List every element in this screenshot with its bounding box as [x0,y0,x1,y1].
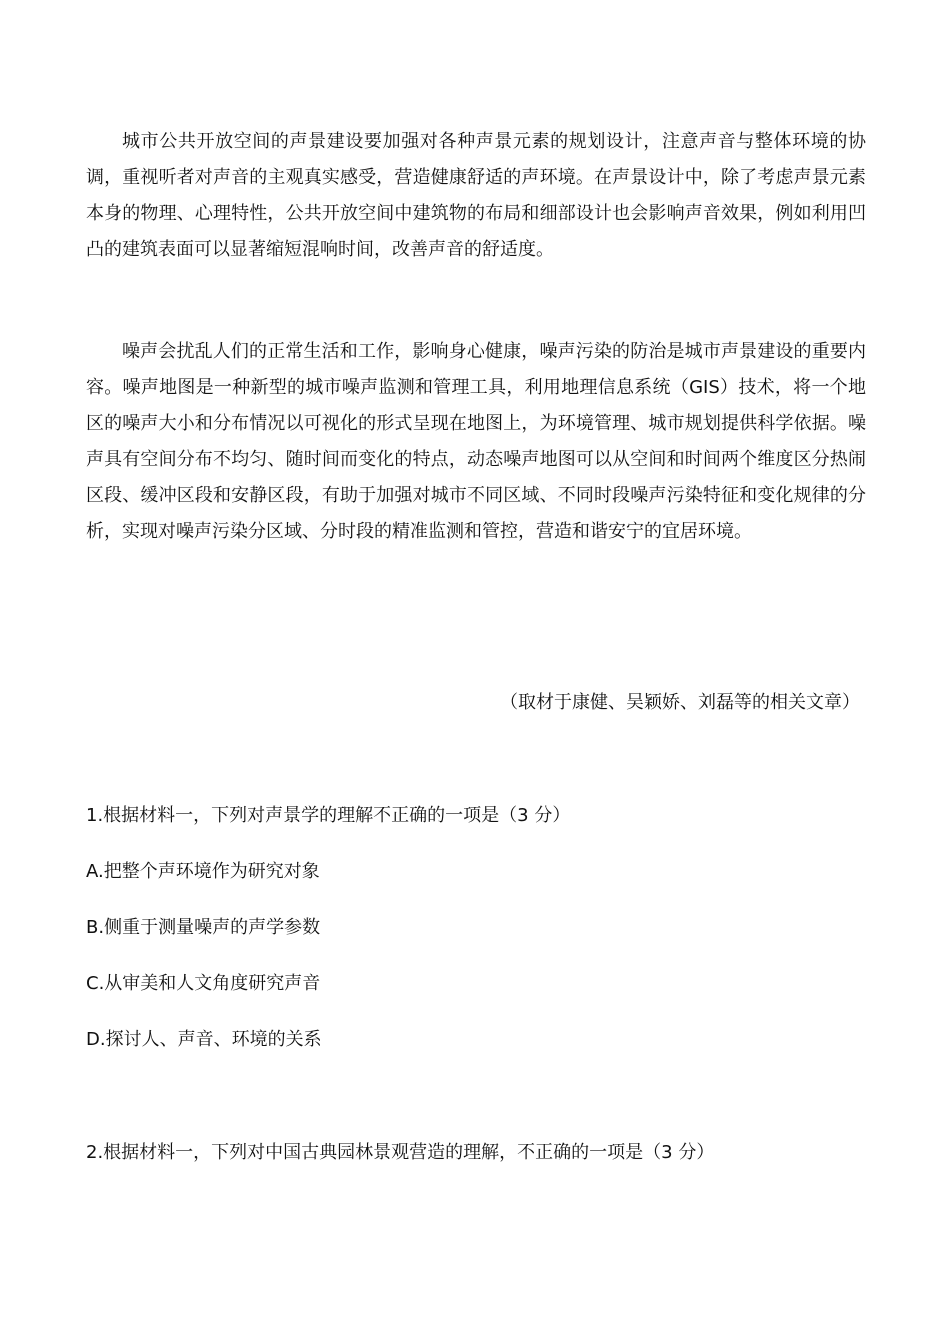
passage-paragraph-2: 噪声会扰乱人们的正常生活和工作，影响身心健康，噪声污染的防治是城市声景建设的重要内容。噪声地图是一种新型的城市噪声监测和管理工具，利用地理信息系统（GIS）技术，将一个地区的噪声大小和分布情况以可视化的形式呈现在地图上，为环境管理、城市规划提供科学依据。噪声具有空间分布不均匀、随时间而变化的特点，动态噪声地图可以从空间和时间两个维度区分热闹区段、缓冲区段和安静区段，有助于加强对城市不同区域、不同时段噪声污染特征和变化规律的分析，实现对噪声污染分区域、分时段的精准监测和管控，营造和谐安宁的宜居环境。 [86,341,866,542]
question-1-option-d: D.探讨人、声音、环境的关系 [86,1029,322,1050]
passage-paragraph-1: 城市公共开放空间的声景建设要加强对各种声景元素的规划设计，注意声音与整体环境的协调，重视听者对声音的主观真实感受，营造健康舒适的声环境。在声景设计中，除了考虑声景元素本身的物理、心理特性，公共开放空间中建筑物的布局和细部设计也会影响声音效果，例如利用凹凸的建筑表面可以显著缩短混响时间，改善声音的舒适度。 [86,131,866,260]
question-1-stem: 1.根据材料一，下列对声景学的理解不正确的一项是（3 分） [86,805,571,826]
source-citation: （取材于康健、吴颖娇、刘磊等的相关文章） [500,692,860,713]
question-1-option-c: C.从审美和人文角度研究声音 [86,973,321,994]
question-2-stem: 2.根据材料一，下列对中国古典园林景观营造的理解，不正确的一项是（3 分） [86,1142,715,1163]
question-1-option-b: B.侧重于测量噪声的声学参数 [86,917,321,938]
question-1-option-a: A.把整个声环境作为研究对象 [86,861,320,882]
